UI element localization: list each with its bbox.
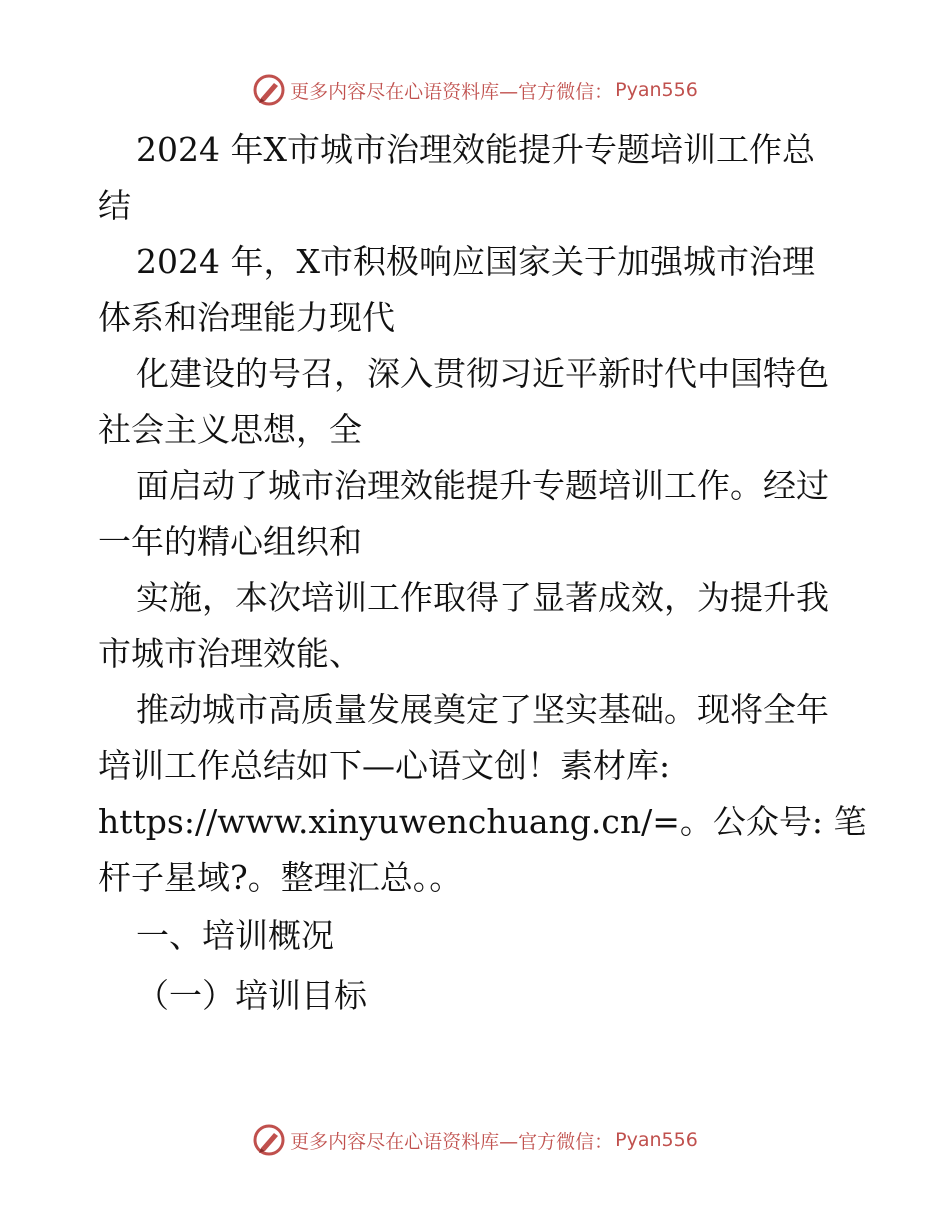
body-line: 体系和治理能力现代 [98,298,395,337]
subsection-heading: （一）培训目标 [136,976,367,1015]
body-line: 社会主义思想，全 [98,410,362,449]
body-line: 推动城市高质量发展奠定了坚实基础。现将全年 [136,690,829,729]
body-line: 市城市治理效能、 [98,634,362,673]
banner-wechat-id: Pyan556 [615,79,698,101]
banner-text: 更多内容尽在心语资料库—官方微信： [290,1130,614,1153]
body-line: 杆子星域?。整理汇总。。 [98,858,463,897]
body-line: 面启动了城市治理效能提升专题培训工作。经过 [136,466,829,505]
document-body [98,122,867,1026]
body-line: 2024 年，X市积极响应国家关于加强城市治理 [136,242,815,281]
body-line: 培训工作总结如下—心语文创！素材库: [98,746,671,785]
header-banner [0,70,950,110]
document-title-line-1: 2024 年X市城市治理效能提升专题培训工作总 [136,130,815,169]
banner-text: 更多内容尽在心语资料库—官方微信： [290,80,614,103]
body-line: 一年的精心组织和 [98,522,362,561]
document-title-line-2: 结 [98,186,131,225]
banner-wechat-id: Pyan556 [615,1129,698,1151]
body-line: 化建设的号召，深入贯彻习近平新时代中国特色 [136,354,829,393]
body-line: 实施，本次培训工作取得了显著成效，为提升我 [136,578,829,617]
pen-logo-icon [252,73,286,107]
footer-banner [0,1120,950,1160]
section-heading: 一、培训概况 [136,916,334,955]
body-line-url: https://www.xinyuwenchuang.cn/=。公众号: 笔 [98,802,867,841]
pen-logo-icon [252,1123,286,1157]
